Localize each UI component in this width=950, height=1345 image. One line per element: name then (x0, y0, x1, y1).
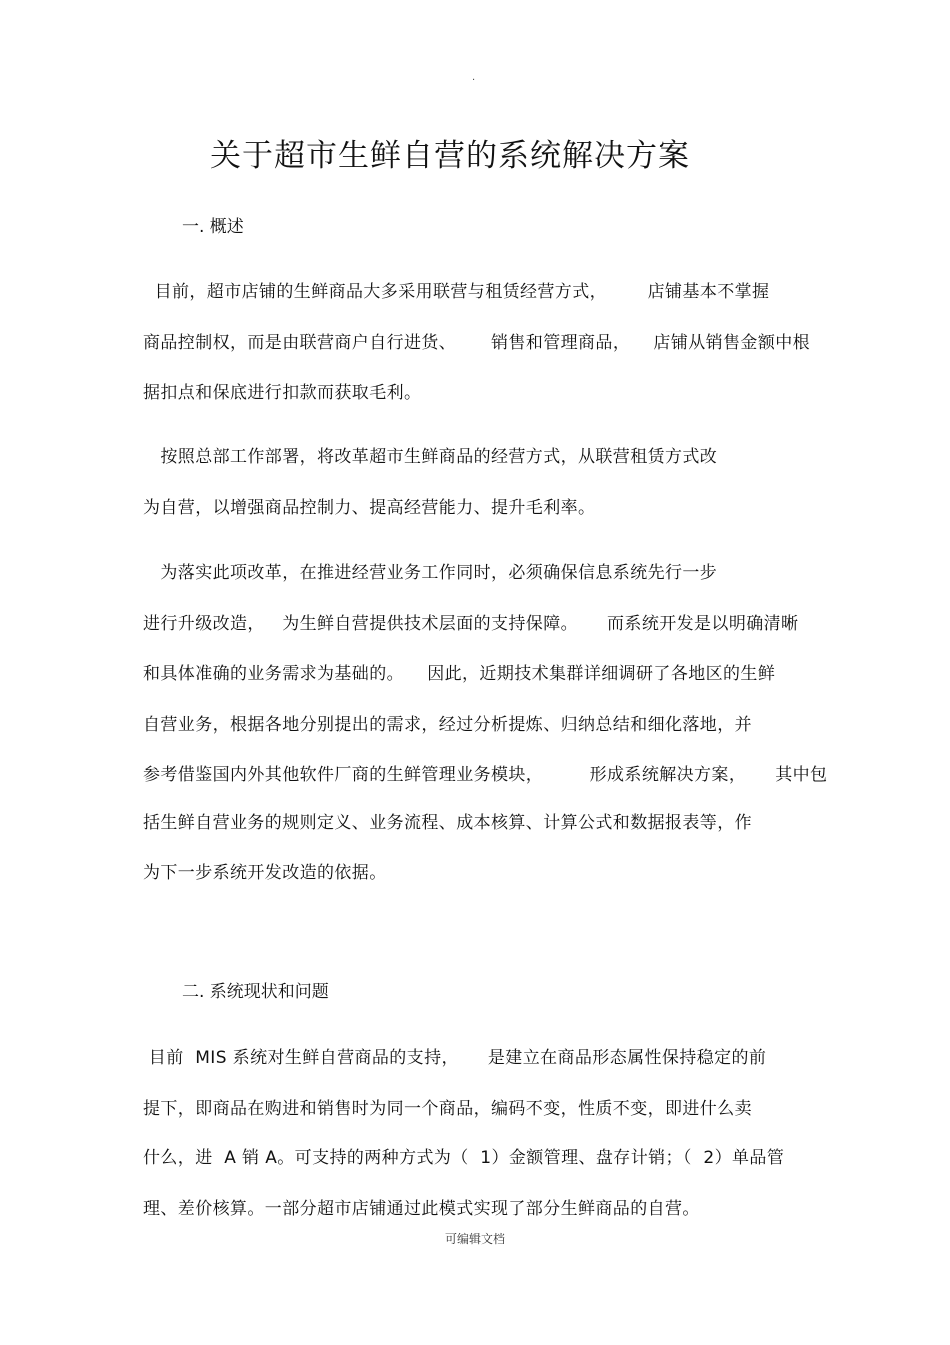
paragraph-line: 目前 MIS 系统对生鲜自营商品的支持， 是建立在商品形态属性保持稳定的前 (143, 1048, 767, 1068)
paragraph-line: 商品控制权，而是由联营商户自行进货、 销售和管理商品， 店铺从销售金额中根 (143, 333, 811, 353)
document-title: 关于超市生鲜自营的系统解决方案 (210, 138, 690, 174)
section-heading-status: 二. 系统现状和问题 (182, 982, 329, 1002)
paragraph-line: 为落实此项改革，在推进经营业务工作同时，必须确保信息系统先行一步 (143, 563, 718, 583)
paragraph-line: 理、差价核算。一部分超市店铺通过此模式实现了部分生鲜商品的自营。 (143, 1199, 700, 1219)
paragraph-line: 为自营，以增强商品控制力、提高经营能力、提升毛利率。 (143, 498, 596, 518)
paragraph-line: 提下，即商品在购进和销售时为同一个商品，编码不变，性质不变，即进什么卖 (143, 1099, 752, 1119)
paragraph-line: 和具体准确的业务需求为基础的。 因此，近期技术集群详细调研了各地区的生鲜 (143, 664, 776, 684)
paragraph-line: 自营业务，根据各地分别提出的需求，经过分析提炼、归纳总结和细化落地，并 (143, 715, 752, 735)
paragraph-line: 括生鲜自营业务的规则定义、业务流程、成本核算、计算公式和数据报表等，作 (143, 813, 752, 833)
paragraph-line: 参考借鉴国内外其他软件厂商的生鲜管理业务模块， 形成系统解决方案， 其中包 (143, 765, 828, 785)
paragraph-line: 进行升级改造， 为生鲜自营提供技术层面的支持保障。 而系统开发是以明确清晰 (143, 614, 799, 634)
paragraph-line: 什么，进 A 销 A。可支持的两种方式为（ 1）金额管理、盘存计销；（ 2）单品管 (143, 1148, 785, 1168)
section-heading-overview: 一. 概述 (182, 217, 244, 237)
paragraph-line: 据扣点和保底进行扣款而获取毛利。 (143, 383, 422, 403)
paragraph-line: 按照总部工作部署，将改革超市生鲜商品的经营方式，从联营租赁方式改 (143, 447, 718, 467)
page-mark: . (472, 72, 476, 83)
page-footer: 可编辑文档 (444, 1232, 505, 1246)
paragraph-line: 为下一步系统开发改造的依据。 (143, 863, 387, 883)
paragraph-line: 目前，超市店铺的生鲜商品大多采用联营与租赁经营方式， 店铺基本不掌握 (143, 282, 770, 302)
